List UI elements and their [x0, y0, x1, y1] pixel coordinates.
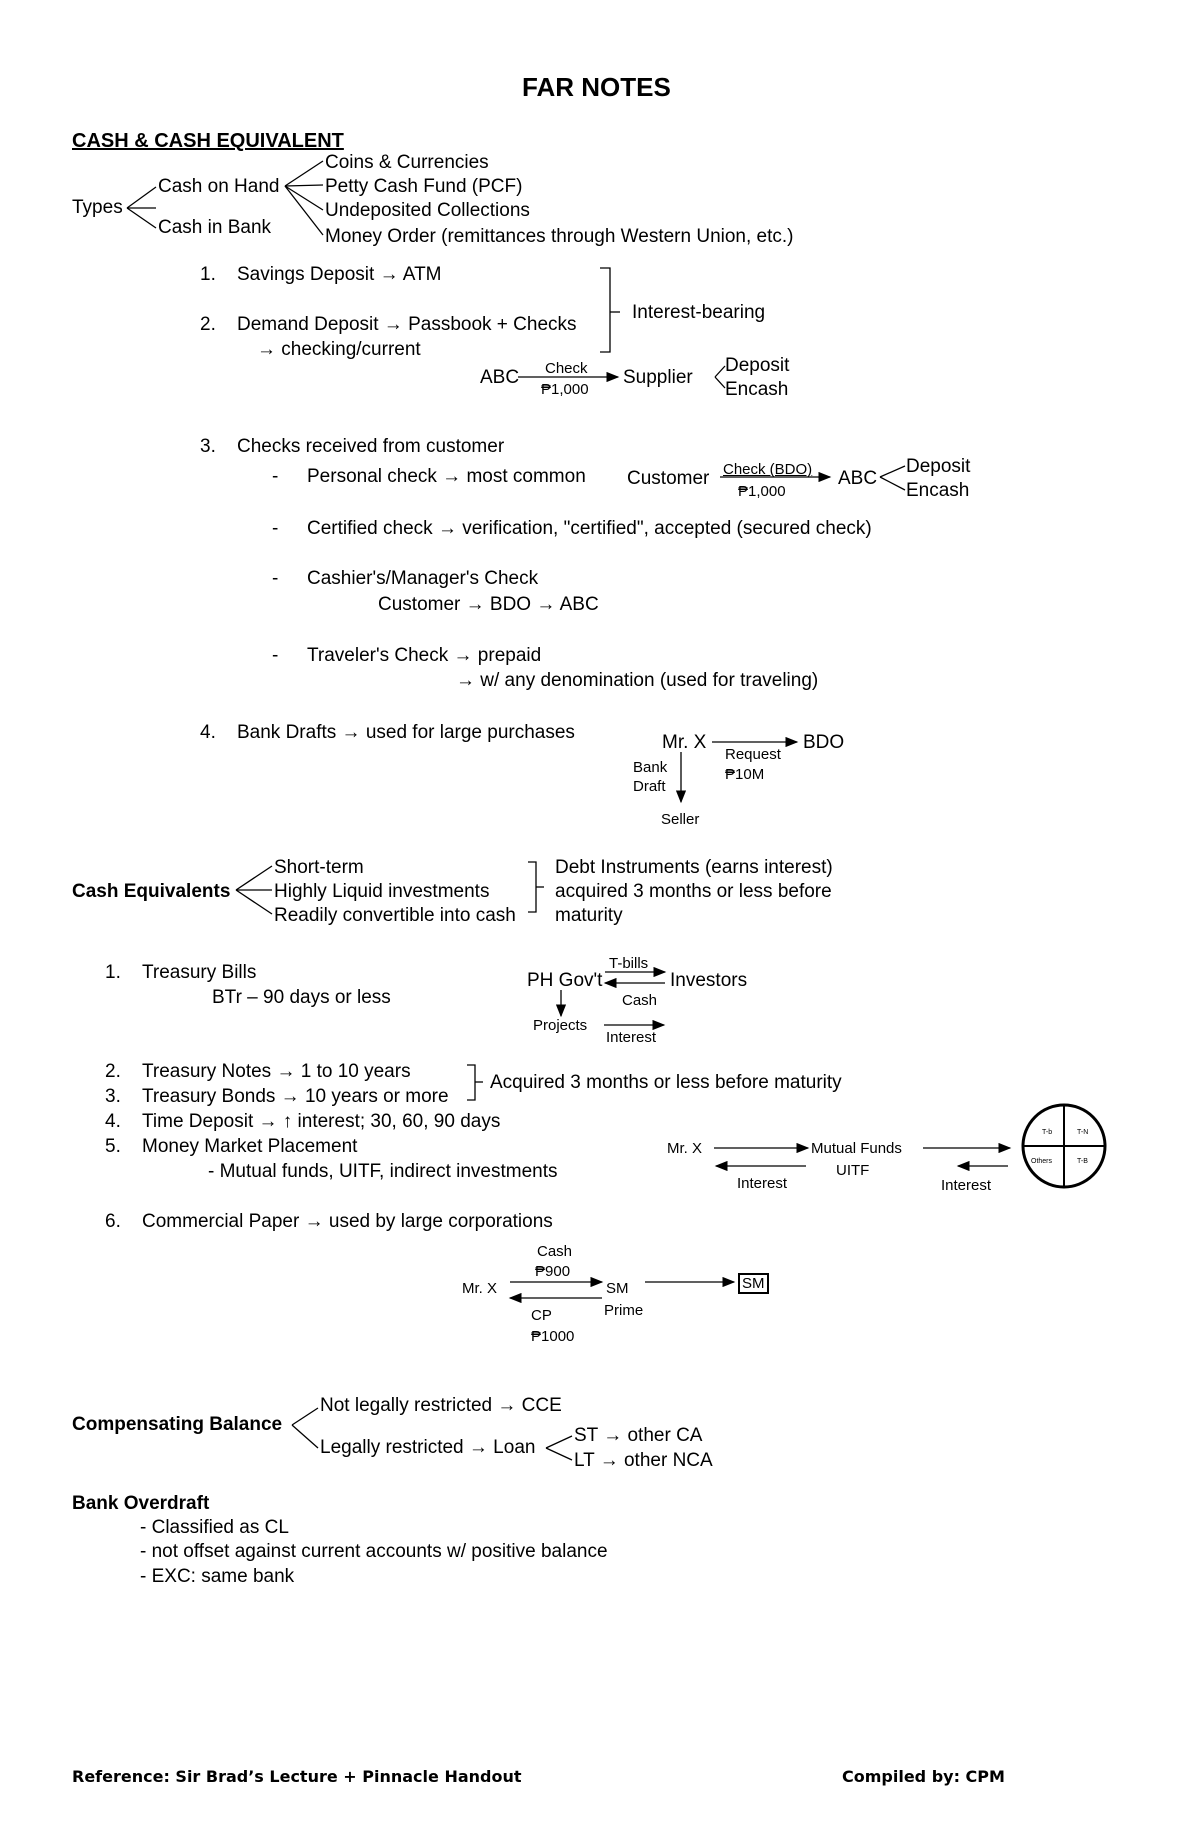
flow1-to: Supplier: [623, 367, 693, 388]
flow1-from: ABC: [480, 367, 520, 388]
flow6-sm: SM: [606, 1280, 629, 1297]
section-heading-cce: CASH & CASH EQUIVALENT: [72, 130, 344, 152]
pie-label: T-N: [1077, 1129, 1089, 1136]
commercial-paper: Commercial Paper → used by large corporations: [142, 1211, 553, 1232]
dash: -: [272, 645, 279, 666]
compensating-balance-label: Compensating Balance: [72, 1414, 283, 1435]
flow6-cash: Cash: [537, 1243, 573, 1260]
flow6-mrx: Mr. X: [462, 1280, 498, 1297]
cashiers-check-sub: Customer → BDO → ABC: [378, 594, 599, 615]
demand-deposit: Demand Deposit → Passbook + Checks: [237, 314, 577, 335]
money-market-sub: - Mutual funds, UITF, indirect investments: [208, 1161, 558, 1182]
pie-label: Others: [1031, 1158, 1053, 1165]
treasury-bonds: Treasury Bonds → 10 years or more: [142, 1086, 449, 1107]
treasury-bills: Treasury Bills: [142, 962, 257, 983]
bank-overdraft-label: Bank Overdraft: [72, 1493, 210, 1514]
treasury-notes: Treasury Notes → 1 to 10 years: [142, 1061, 411, 1082]
comp-st: ST → other CA: [574, 1425, 703, 1446]
list-num: 6.: [105, 1211, 121, 1232]
ce-desc: Debt Instruments (earns interest): [555, 857, 833, 878]
flow3-bdo: BDO: [803, 732, 845, 753]
checks-received: Checks received from customer: [237, 436, 505, 457]
flow3-draft: Draft: [633, 778, 666, 795]
pie-label: T-b: [1042, 1129, 1053, 1136]
page-title: FAR NOTES: [522, 72, 671, 102]
flow1-check: Check: [545, 360, 588, 377]
coh-item: Petty Cash Fund (PCF): [325, 176, 523, 197]
dash: -: [272, 466, 279, 487]
cash-equivalents-label: Cash Equivalents: [72, 881, 231, 902]
interest-bearing: Interest-bearing: [632, 302, 766, 323]
bank-drafts: Bank Drafts → used for large purchases: [237, 722, 575, 743]
types-label: Types: [72, 197, 123, 218]
flow5-mrx: Mr. X: [667, 1140, 703, 1157]
coh-item: Coins & Currencies: [325, 152, 489, 173]
cash-on-hand: Cash on Hand: [158, 176, 280, 197]
flow1-encash: Encash: [725, 379, 789, 400]
treasury-bills-sub: BTr – 90 days or less: [212, 987, 391, 1008]
list-num: 2.: [200, 314, 216, 335]
coh-item: Money Order (remittances through Western Union, etc.): [325, 226, 794, 247]
flow1-deposit: Deposit: [725, 355, 790, 376]
list-num: 3.: [105, 1086, 121, 1107]
comp-lt: LT → other NCA: [574, 1450, 713, 1471]
personal-check: Personal check → most common: [307, 466, 586, 487]
flow5-interest: Interest: [941, 1177, 992, 1194]
list-num: 2.: [105, 1061, 121, 1082]
flow1-amount: ₱1,000: [541, 381, 589, 398]
ce-branch: Short-term: [274, 857, 364, 878]
flow2-check: Check (BDO): [723, 461, 813, 478]
money-market: Money Market Placement: [142, 1136, 358, 1157]
time-deposit: Time Deposit → ↑ interest; 30, 60, 90 days: [142, 1111, 501, 1132]
flow3-amount: ₱10M: [725, 766, 765, 783]
list-num: 1.: [200, 264, 216, 285]
flow4-gov: PH Gov't: [527, 970, 603, 991]
flow6-amount: ₱1000: [531, 1328, 575, 1345]
list-num: 1.: [105, 962, 121, 983]
flow6-amount: ₱900: [535, 1263, 571, 1280]
flow3-mrx: Mr. X: [662, 732, 707, 753]
flow5-interest: Interest: [737, 1175, 788, 1192]
ce-branch: Readily convertible into cash: [274, 905, 516, 926]
comp-branch: Legally restricted → Loan: [320, 1437, 536, 1458]
footer-compiled: Compiled by: CPM: [842, 1767, 1005, 1786]
overdraft-item: - not offset against current accounts w/ positive balance: [140, 1541, 608, 1562]
flow4-cash: Cash: [622, 992, 658, 1009]
flow4-projects: Projects: [533, 1017, 588, 1034]
cashiers-check: Cashier's/Manager's Check: [307, 568, 539, 589]
acquired-note: Acquired 3 months or less before maturity: [490, 1072, 842, 1093]
list-num: 4.: [105, 1111, 121, 1132]
cash-in-bank: Cash in Bank: [158, 217, 272, 238]
travelers-check-sub: → w/ any denomination (used for traveling): [456, 670, 819, 691]
savings-deposit: Savings Deposit → ATM: [237, 264, 442, 285]
sm-box: SM: [738, 1273, 769, 1294]
overdraft-item: - Classified as CL: [140, 1517, 289, 1538]
flow4-investors: Investors: [670, 970, 748, 991]
list-num: 3.: [200, 436, 216, 457]
flow2-encash: Encash: [906, 480, 970, 501]
flow2-from: Customer: [627, 468, 710, 489]
flow2-deposit: Deposit: [906, 456, 971, 477]
flow5-uitf: UITF: [836, 1162, 870, 1179]
travelers-check: Traveler's Check → prepaid: [307, 645, 542, 666]
ce-branch: Highly Liquid investments: [274, 881, 490, 902]
footer-reference: Reference: Sir Brad’s Lecture + Pinnacle Handout: [72, 1767, 522, 1786]
dash: -: [272, 568, 279, 589]
flow4-tbills: T-bills: [609, 955, 649, 972]
pie-label: T-B: [1077, 1158, 1088, 1165]
list-num: 4.: [200, 722, 216, 743]
flow3-seller: Seller: [661, 811, 700, 828]
ce-desc: maturity: [555, 905, 623, 926]
flow2-amount: ₱1,000: [738, 483, 786, 500]
flow6-cp: CP: [531, 1307, 552, 1324]
flow3-bank: Bank: [633, 759, 668, 776]
flow4-interest: Interest: [606, 1029, 657, 1046]
coh-item: Undeposited Collections: [325, 200, 530, 221]
dash: -: [272, 518, 279, 539]
flow2-to: ABC: [838, 468, 878, 489]
flow5-mutual-funds: Mutual Funds: [811, 1140, 902, 1157]
flow3-request: Request: [725, 746, 781, 763]
demand-deposit-sub: → checking/current: [257, 339, 421, 360]
overdraft-item: - EXC: same bank: [140, 1566, 295, 1587]
list-num: 5.: [105, 1136, 121, 1157]
ce-desc: acquired 3 months or less before: [555, 881, 832, 902]
comp-branch: Not legally restricted → CCE: [320, 1395, 562, 1416]
flow6-prime: Prime: [604, 1302, 644, 1319]
certified-check: Certified check → verification, "certified", accepted (secured check): [307, 518, 872, 539]
